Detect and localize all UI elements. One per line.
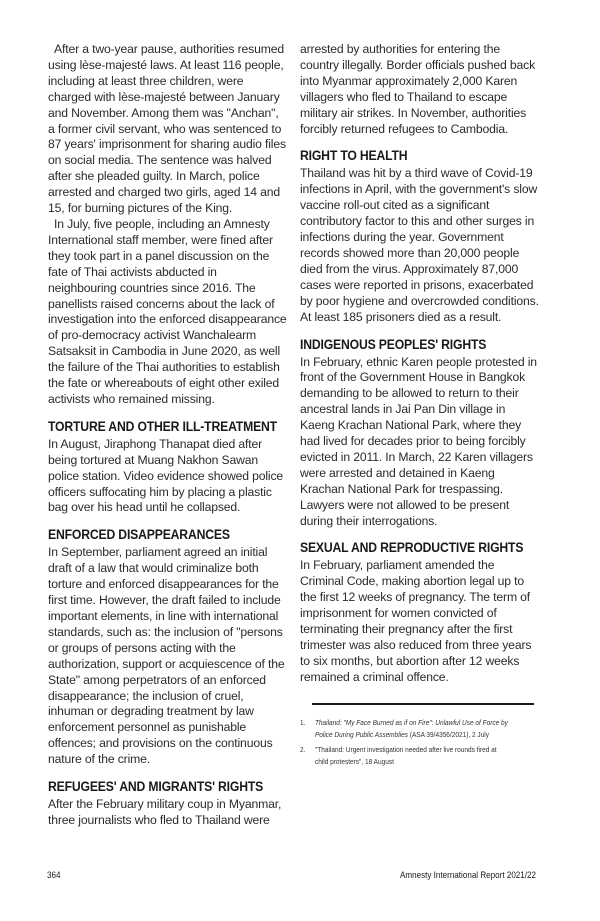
footnote-divider: [312, 703, 534, 705]
text-line: Criminal Code, making abortion legal up to: [300, 574, 525, 589]
text-line: terminating their pregnancy after the first: [300, 622, 513, 637]
text-line: standards, such as: the inclusion of "persons: [48, 624, 283, 639]
text-line: 87 years' imprisonment for sharing audio files: [48, 137, 286, 152]
text-line: on social media. The sentence was halved: [48, 153, 272, 168]
text-line: imprisonment for women convicted of: [300, 606, 497, 621]
text-line: or groups of persons acting with the: [48, 640, 236, 655]
continuation-paragraph: [300, 42, 540, 137]
footnote-1: [300, 717, 511, 740]
text-line: front of the Government House in Bangkok: [300, 370, 526, 385]
page-number: 364: [47, 870, 61, 881]
section-body: [300, 166, 540, 325]
text-line: by poor hygiene and overcrowded conditions.: [300, 293, 539, 308]
text-line: country illegally. Border officials pushed back: [300, 57, 536, 72]
text-line: important elements, in line with international: [48, 609, 279, 623]
text-line: Krachan National Park for trespassing.: [300, 481, 503, 496]
footnote-text: [315, 717, 511, 740]
text-line: After a two-year pause, authorities resumed: [54, 42, 284, 56]
text-line: panellists raised concerns about the lack of: [48, 296, 275, 311]
text-line: the failure of the Thai authorities to establish: [48, 360, 280, 375]
text-line: bag over his head until he collapsed.: [48, 500, 241, 515]
text-line: Kaeng Krachan National Park, where they: [300, 418, 522, 433]
text-line: using lèse-majesté laws. At least 116 people,: [48, 57, 284, 72]
section-right-to-health: [300, 147, 540, 325]
text-line: vaccine roll-out cited as a significant: [300, 198, 490, 213]
section-indigenous-rights: [300, 336, 540, 530]
text-line: inhuman or degrading treatment by law: [48, 704, 254, 719]
intro-paragraph-2: [48, 217, 292, 408]
text-line: evicted in 2011. In March, 22 Karen villagers: [300, 449, 533, 464]
text-line: contributory factor to this and other surges in: [300, 214, 535, 229]
text-line: offences; and provisions on the continuous: [48, 736, 273, 751]
section-sexual-reproductive-rights: [300, 539, 540, 685]
section-refugees: [48, 778, 292, 829]
section-heading: INDIGENOUS PEOPLES' RIGHTS: [300, 336, 487, 353]
text-line: they took part in a panel discussion on the: [48, 248, 270, 263]
text-line: In August, Jiraphong Thanapat died after: [48, 436, 262, 451]
text-line: charged with lèse-majesté between January: [48, 89, 280, 104]
text-line: draft of a law that would criminalize both: [48, 561, 259, 576]
footnote-number: 2.: [300, 745, 306, 754]
text-line: neighbouring countries since 2016. The: [48, 280, 256, 295]
text-line: during their interrogations.: [300, 513, 438, 528]
text-line: remained a criminal offence.: [300, 669, 449, 684]
section-body: [48, 797, 292, 829]
text-line: after she pleaded guilty. In March, police: [48, 169, 260, 184]
text-line: authorization, support or acquiescence of the: [48, 656, 285, 671]
publication-title: Amnesty International Report 2021/22: [399, 870, 536, 881]
footnote-title: Thailand: "My Face Burned as if on Fire": Unlawful Use of Force by Police During Public Assemblies: [314, 718, 508, 739]
text-line: villagers who fled to Thailand to escape: [300, 89, 508, 104]
section-body: [48, 545, 292, 768]
section-body: [300, 558, 540, 685]
section-heading: REFUGEES' AND MIGRANTS' RIGHTS: [48, 779, 264, 796]
footnote-2: [300, 744, 511, 767]
text-line: arrested and charged two girls, aged 14 and: [48, 185, 281, 200]
text-line: activists who remained missing.: [48, 391, 215, 406]
text-line: military air strikes. In November, authorities: [300, 105, 527, 120]
left-column: [48, 42, 292, 829]
right-column: [300, 42, 540, 686]
text-line: State" among perpetrators of an enforced: [48, 672, 266, 687]
text-line: In July, five people, including an Amnesty: [54, 216, 270, 231]
intro-paragraph-1: [48, 42, 292, 217]
text-line: In February, parliament amended the: [300, 558, 495, 573]
section-heading: TORTURE AND OTHER ILL-TREATMENT: [48, 418, 277, 435]
text-line: died from the virus. Approximately 87,000: [300, 261, 519, 276]
text-line: three journalists who fled to Thailand were: [48, 812, 270, 827]
text-line: infections during the year. Government: [300, 230, 504, 245]
text-line: police station. Video evidence showed police: [48, 468, 284, 483]
text-line: investigation into the enforced disappearance: [48, 312, 287, 327]
text-line: to six months, but abortion after 12 weeks: [300, 653, 520, 668]
text-line: being tortured at Muang Nakhon Sawan: [48, 452, 259, 467]
text-line: were arrested and detained in Kaeng: [300, 465, 495, 480]
text-line: had lived for decades prior to being forcibly: [300, 434, 526, 449]
text-line: Thailand was hit by a third wave of Covid-19: [300, 166, 533, 181]
text-line: officers suffocating him by placing a plastic: [48, 484, 272, 499]
text-line: In September, parliament agreed an initial: [48, 545, 268, 560]
footnote-text: [315, 744, 511, 767]
section-heading: ENFORCED DISAPPEARANCES: [48, 527, 230, 544]
text-line: arrested by authorities for entering the: [300, 42, 500, 56]
text-line: demanding to be allowed to return to their: [300, 386, 519, 401]
text-line: In February, ethnic Karen people protested in: [300, 354, 537, 369]
text-line: the fate or whereabouts of eight other exiled: [48, 376, 280, 391]
text-line: disappearance; the inclusion of cruel,: [48, 688, 244, 703]
text-line: of pro-democracy activist Wanchalearm: [48, 328, 257, 343]
text-line: first time. However, the draft failed to include: [48, 593, 281, 608]
text-line: and November. Among them was "Anchan",: [48, 105, 279, 120]
text-line: nature of the crime.: [48, 752, 150, 767]
footnote-number: 1.: [300, 718, 306, 727]
text-line: After the February military coup in Myanmar,: [48, 797, 282, 812]
text-line: fate of Thai activists abducted in: [48, 264, 217, 279]
text-line: torture and enforced disappearances for the: [48, 577, 279, 592]
section-torture: [48, 418, 292, 517]
text-line: 15, for burning pictures of the King.: [48, 201, 233, 216]
text-line: a former civil servant, who was sentenced to: [48, 121, 282, 136]
footnote-ref: "Thailand: Urgent investigation needed after live rounds fired at child protesters", 18 August: [314, 745, 497, 766]
section-body: [48, 437, 292, 517]
text-line: International staff member, were fined after: [48, 232, 273, 247]
text-line: ancestral lands in Jai Pan Din village in: [300, 402, 506, 417]
text-line: into Myanmar approximately 2,000 Karen: [300, 73, 518, 88]
text-line: cases were reported in prisons, exacerbated: [300, 277, 534, 292]
footnotes: [300, 717, 511, 771]
text-line: including at least three children, were: [48, 73, 244, 88]
text-line: Satsaksit in Cambodia in June 2020, as well: [48, 344, 281, 359]
text-line: infections in April, with the government's slow: [300, 182, 538, 197]
text-line: enforcement personnel as punishable: [48, 720, 247, 735]
text-line: Lawyers were not allowed to be present: [300, 497, 510, 512]
text-line: records showed more than 20,000 people: [300, 245, 520, 260]
text-line: forcibly returned refugees to Cambodia.: [300, 121, 509, 136]
section-body: [300, 355, 540, 530]
section-heading: SEXUAL AND REPRODUCTIVE RIGHTS: [300, 540, 524, 557]
section-enforced-disappearances: [48, 526, 292, 768]
text-line: At least 185 prisoners died as a result.: [300, 309, 502, 324]
section-heading: RIGHT TO HEALTH: [300, 148, 408, 165]
text-line: the first 12 weeks of pregnancy. The term of: [300, 590, 531, 605]
text-line: trimester was also reduced from three years: [300, 638, 532, 652]
footnote-ref: (ASA 39/4356/2021), 2 July: [407, 729, 489, 739]
